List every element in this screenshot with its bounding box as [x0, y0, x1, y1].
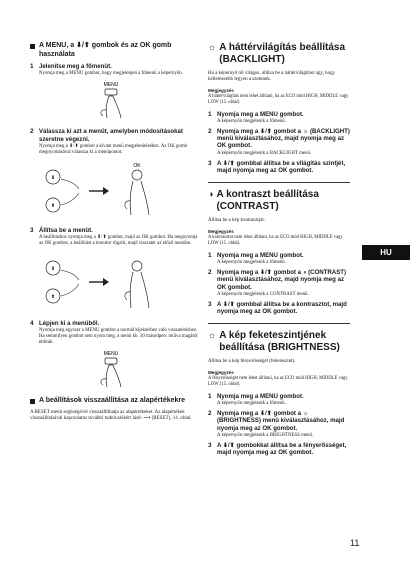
page-number: 11 [350, 538, 360, 548]
backlight-heading: ☼ A háttérvilágítás beállítása (BACKLIGHT) [208, 42, 346, 65]
right-column [208, 42, 350, 460]
backlight-intro: Ha a képernyő túl világos, állítsa be a háttérvilágítást úgy, hogy kellemesebb legyen a szemnek. [208, 71, 336, 83]
backlight-step-3: 3 A ⬇/⬆ gombbal állítsa be a világítás szintjét, majd nyomja meg az OK gombot. [208, 159, 346, 175]
svg-text:⬇: ⬇ [50, 266, 56, 273]
backlight-note: A háttérvilágítás nem lehet állítani, ha az ECO mód HIGH, MIDDLE vagy LOW (15. oldal). [208, 93, 349, 105]
reset-heading: A beállítások visszaállítása az alapértékekre [30, 397, 198, 406]
backlight-note-heading: Megjegyzés [208, 87, 234, 93]
contrast-note: A kontrasztot nem lehet állítani, ha az ECO mód HIGH, MIDDLE vagy LOW (15. oldal). [208, 234, 343, 246]
menu-exit-fig-label: MENU [103, 351, 119, 358]
menu-step-1: 1 Jelenítse meg a főmenüt. Nyomja meg a MENU gombot, hogy megjelenjen a főmenü a képernyőn. [30, 63, 183, 77]
svg-text:⬆: ⬆ [50, 202, 56, 209]
left-column [30, 42, 198, 427]
menu-fig-label: MENU [103, 82, 119, 89]
language-tab: HU [362, 245, 410, 260]
ok-fig-label: OK [133, 162, 141, 169]
menu-step-4: 4 Lépjen ki a menüből. Nyomja meg egyszer a MENU gombot a normál kijelzéshez való visszatéréshez. Ha semmilyen gombot sem nyom meg, a menü kb. 30 másodperc múlva magától eltűnik. [30, 320, 198, 346]
arrow-ok-illustration [39, 159, 189, 221]
bullet-square-icon [30, 44, 35, 49]
contrast-intro: Állítsa be a kép kontrasztját. [208, 218, 266, 224]
brightness-step-2: 2 Nyomja meg a ⬇/⬆ gombot a ☼ (BRIGHTNESS) menü kiválasztásához, majd nyomja meg az OK gombot. A képernyőn megjelenik a BRIGHTNESS menü. [208, 410, 345, 438]
contrast-icon: ◑ [208, 189, 214, 200]
brightness-step-3: 3 A ⬇/⬆ gombokkal állítsa be a fényerősséget, majd nyomja meg az OK gombot. [208, 441, 347, 457]
bullet-square-icon [30, 399, 35, 404]
brightness-intro: Állítsa be a kép fényerősségét (feketeszint). [208, 359, 296, 365]
brightness-note-heading: Megjegyzés [208, 369, 234, 375]
menu-step-2: 2 Válassza ki azt a menüt, amelyben módosításokat szeretne végezni. Nyomja meg a ⬇/⬆ gombot a kívánt menü megjelenítéséhez. Az OK gomb megnyomásával válassza ki a menüpontot. [30, 128, 188, 155]
backlight-step-1: 1 Nyomja meg a MENU gombot. A képernyőn megjelenik a főmenü. [208, 110, 304, 124]
adjust-illustration [39, 250, 189, 314]
contrast-step-1: 1 Nyomja meg a MENU gombot. A képernyőn megjelenik a főmenü. [208, 251, 304, 265]
section-divider [208, 323, 350, 324]
contrast-heading: ◑ A kontraszt beállítása (CONTRAST) [208, 189, 319, 212]
contrast-note-heading: Megjegyzés [208, 228, 234, 234]
brightness-heading: ☼ A kép feketeszintjének beállítása (BRIGHTNESS) [208, 330, 340, 353]
contrast-step-2: 2 Nyomja meg a ⬇/⬆ gombot a ◑ (CONTRAST) menü kiválasztásához, majd nyomja meg az OK gombot. A képernyőn megjelenik a CONTRAST menü. [208, 268, 347, 297]
brightness-note: A fényerősséget nem lehet állítani, ha az ECO mód HIGH, MIDDLE vagy LOW (15. oldal). [208, 375, 348, 387]
backlight-icon: ☼ [208, 42, 217, 52]
brightness-step-1: 1 Nyomja meg a MENU gombot. A képernyőn megjelenik a főmenü. [208, 392, 304, 407]
menu-usage-heading: A MENU, a ⬇/⬆ gombok és az OK gomb használata [30, 42, 198, 59]
reset-text: A RESET menü segítségével visszaállíthatja az alapértékeket. Az alapértékek visszaállításával kapcsolatos további tudnivalókért lásd: ⟶ (RESET), 14. oldal. [30, 409, 192, 422]
brightness-icon: ☼ [208, 330, 217, 341]
svg-text:⬇: ⬇ [50, 174, 56, 181]
contrast-step-3: 3 A ⬇/⬆ gombbal állítsa be a kontrasztot, majd nyomja meg az OK gombot. [208, 300, 347, 316]
menu-button-illustration [39, 80, 189, 122]
menu-exit-illustration [39, 349, 189, 391]
menu-step-3: 3 Állítsa be a menüt. A beállításhoz nyomja meg a ⬇/⬆ gombot, majd az OK gombot. Ha megnyomja az OK gombot, a beállítást a monitor rögzíti, majd visszatér az előző menübe. [30, 226, 198, 247]
section-divider [208, 182, 350, 183]
svg-text:⬆: ⬆ [50, 294, 56, 301]
backlight-step-2: 2 Nyomja meg a ⬇/⬆ gombot a ☼ (BACKLIGHT) menü kiválasztásához, majd nyomja meg az OK gombot. A képernyőn megjelenik a BACKLIGHT menü. [208, 127, 350, 156]
